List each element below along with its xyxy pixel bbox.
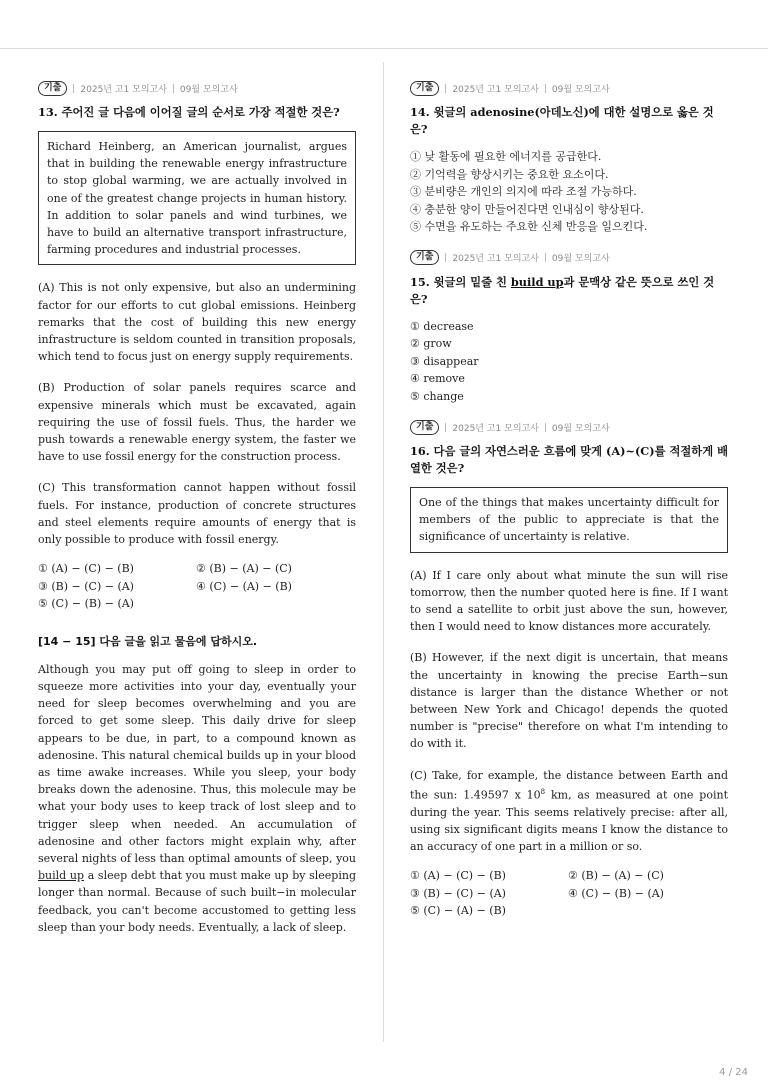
gichul-badge: 기출	[38, 81, 67, 96]
q14-option-5[interactable]: ⑤ 수면을 유도하는 주요한 신체 반응을 일으킨다.	[410, 220, 648, 233]
q13-option-4[interactable]: ④ (C) − (A) − (B)	[196, 579, 292, 593]
q16-option-4[interactable]: ④ (C) − (B) − (A)	[568, 886, 664, 900]
q13-options	[38, 560, 356, 613]
q16-tagline: 기출 2025년 고1 모의고사 09월 모의고사	[410, 419, 728, 435]
q13-option-1[interactable]: ① (A) − (C) − (B)	[38, 562, 134, 576]
q14-options	[410, 148, 728, 236]
q13-title: 13. 주어진 글 다음에 이어질 글의 순서로 가장 적절한 것은?	[38, 105, 340, 119]
q13-paragraph-b: (B) Production of solar panels requires scarce and expensive minerals which must be excavated, again requiring the use of fossil fuels. Thus, the harder we push towards a renewable energy system, the faster we have to use fossil energy for the construction process.	[38, 381, 356, 464]
q13-option-2[interactable]: ② (B) − (A) − (C)	[196, 562, 292, 576]
q15-option-1[interactable]: ① decrease	[410, 319, 474, 333]
q16-paragraph-a: (A) If I care only about what minute the sun will rise tomorrow, then the number quoted here is fine. If I want to send a satellite to orbit just above the sun, however, then I would need to know distances more accurately.	[410, 568, 728, 634]
q15-option-5[interactable]: ⑤ change	[410, 389, 464, 403]
q13-tagline	[38, 80, 356, 96]
q14-option-3[interactable]: ③ 분비량은 개인의 의지에 따라 조절 가능하다.	[410, 185, 637, 198]
q14-tagline: 기출 2025년 고1 모의고사 09월 모의고사	[410, 80, 728, 96]
q13-paragraph-a: (A) This is not only expensive, but also an undermining factor for our efforts to cut global emissions. Heinberg remarks that the cost of building this new energy infrastructure is seldom counted in transition proposals, which tend to focus just on energy supply requirements.	[38, 281, 356, 364]
left-column	[38, 80, 356, 936]
q15-option-3[interactable]: ③ disappear	[410, 354, 479, 368]
q13-paragraph-c: (C) This transformation cannot happen without fossil fuels. For instance, production of concrete structures and steel elements require amounts of energy that is only possible to produce with fossil energy.	[38, 481, 356, 547]
section-14-15-passage: Although you may put off going to sleep in order to squeeze more activities into your day, eventually your need for sleep becomes overwhelming and you are forced to get some sleep. This daily drive for sleep appears to be due, in part, to a compound known as adenosine. This natural chemical builds up in your blood as time awake increases. While you sleep, your body breaks down the adenosine. Thus, this molecule may be what your body uses to keep track of lost sleep and to trigger sleep when needed. An accumulation of adenosine and other factors might explain why, after several nights of less than optimal amounts of sleep, you build up a sleep debt that you must make up by sleeping longer than normal. Because of such built−in molecular feedback, you can't become accustomed to getting less sleep than your body needs. Eventually, a lack of sleep.	[38, 662, 356, 934]
header-rule	[0, 48, 768, 49]
q13-option-3[interactable]: ③ (B) − (C) − (A)	[38, 579, 134, 593]
gichul-badge: 기출	[410, 81, 439, 96]
q13-given-passage: Richard Heinberg, an American journalist, argues that in building the renewable energy infrastructure to stop global warming, we are actually involved in one of the greatest change projects in human history. In addition to solar panels and wind turbines, we have to build an alternative transport infrastructure, farming procedures and industrial processes.	[38, 131, 356, 265]
q14-title: 14. 윗글의 adenosine(아데노신)에 대한 설명으로 옳은 것은?	[410, 105, 714, 136]
q13-option-5[interactable]: ⑤ (C) − (B) − (A)	[38, 597, 134, 611]
underlined-phrase: build up	[38, 869, 85, 883]
q15-tagline: 기출 2025년 고1 모의고사 09월 모의고사	[410, 250, 728, 266]
q16-given-passage: One of the things that makes uncertainty difficult for members of the public to appreciate is that the significance of uncertainty is relative.	[410, 487, 728, 553]
section-14-15-title: [14 − 15] 다음 글을 읽고 물음에 답하시오.	[38, 634, 258, 648]
q16-option-2[interactable]: ② (B) − (A) − (C)	[568, 869, 664, 883]
q14-option-4[interactable]: ④ 충분한 양이 만들어진다면 인내심이 향상된다.	[410, 202, 644, 216]
q16-option-5[interactable]: ⑤ (C) − (A) − (B)	[410, 904, 506, 918]
right-column	[410, 80, 728, 920]
gichul-badge: 기출	[410, 250, 439, 265]
separator	[173, 84, 174, 93]
q16-option-3[interactable]: ③ (B) − (C) − (A)	[410, 886, 506, 900]
q16-option-1[interactable]: ① (A) − (C) − (B)	[410, 869, 506, 883]
q16-paragraph-c: (C) Take, for example, the distance between Earth and the sun: 1.49597 x $10^8$ km, as measured at one point during the year. This seems relatively precise: after all, using six significant digits means I know the distance to an accuracy of one part in a million or so.	[410, 768, 728, 854]
q16-options	[410, 867, 728, 920]
page-number: 4 / 24	[719, 1067, 748, 1078]
q15-option-2[interactable]: ② grow	[410, 337, 452, 350]
exam-year: 2025년 고1 모의고사	[80, 84, 167, 95]
q15-title: 15. 윗글의 밑줄 친 build up과 문맥상 같은 뜻으로 쓰인 것은?	[410, 274, 715, 306]
exam-month: 09월 모의고사	[179, 84, 238, 95]
column-divider	[383, 62, 384, 1042]
q14-option-1[interactable]: ① 낮 활동에 필요한 에너지를 공급한다.	[410, 150, 602, 163]
q16-title: 16. 다음 글의 자연스러운 흐름에 맞게 (A)~(C)를 적절하게 배열한 것은?	[410, 444, 728, 475]
q15-options	[410, 318, 728, 406]
q15-option-4[interactable]: ④ remove	[410, 372, 465, 385]
q14-option-2[interactable]: ② 기억력을 향상시키는 중요한 요소이다.	[410, 167, 609, 181]
gichul-badge: 기출	[410, 420, 439, 435]
separator	[73, 84, 74, 93]
q16-paragraph-b: (B) However, if the next digit is uncertain, that means the uncertainty in knowing the precise Earth−sun distance is larger than the distance Whether or not between New York and Chicago! depends the quoted number is "precise" therefore on what I'm intending to do with it.	[410, 651, 728, 751]
